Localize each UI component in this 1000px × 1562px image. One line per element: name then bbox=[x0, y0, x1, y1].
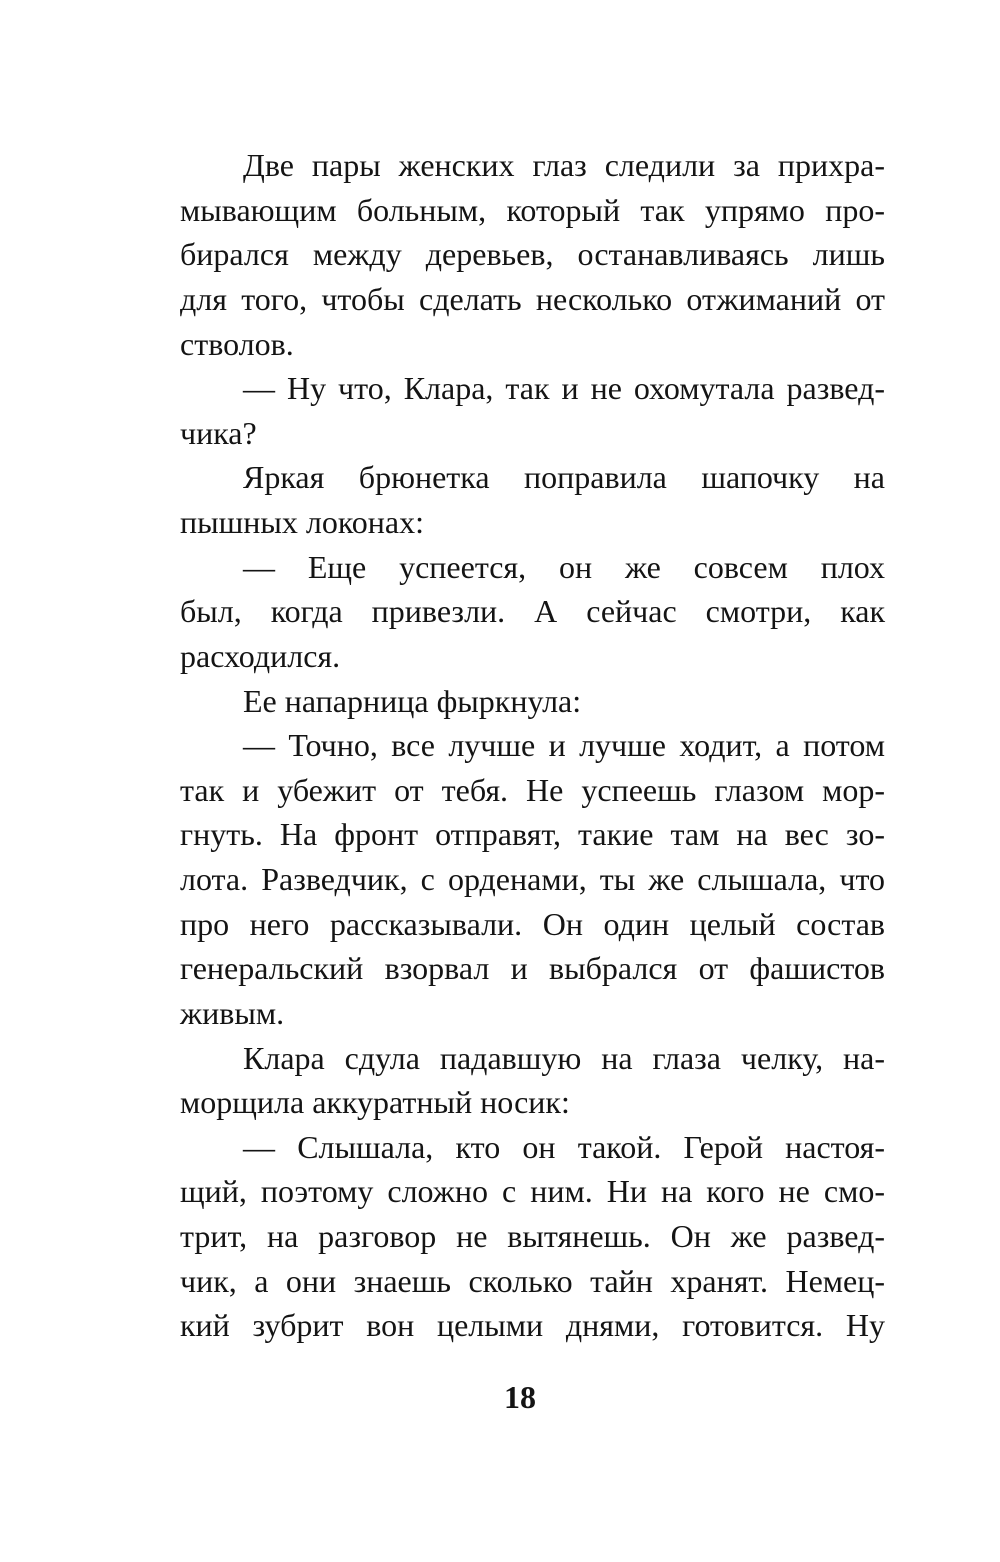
text-line: Яркая брюнетка поправила шапочку на bbox=[243, 459, 885, 495]
text-line: Две пары женских глаз следили за прихра- bbox=[243, 147, 885, 183]
text-line: бирался между деревьев, останавливаясь лишь bbox=[180, 236, 885, 272]
text-line: — Слышала, кто он такой. Герой настоя- bbox=[243, 1129, 885, 1165]
text-line: щий, поэтому сложно с ним. Ни на кого не смо- bbox=[180, 1173, 885, 1209]
text-line: лота. Разведчик, с орденами, ты же слышала, что bbox=[180, 861, 885, 897]
text-line: — Точно, все лучше и лучше ходит, а потом bbox=[243, 727, 885, 763]
text-line: Клара сдула падавшую на глаза челку, на- bbox=[243, 1040, 885, 1076]
text-line: расходился. bbox=[180, 638, 341, 674]
text-line: был, когда привезли. А сейчас смотри, как bbox=[180, 593, 885, 629]
text-line: для того, чтобы сделать несколько отжиманий от bbox=[180, 281, 885, 317]
text-line: — Еще успеется, он же совсем плох bbox=[243, 549, 885, 585]
text-line: Ее напарница фыркнула: bbox=[243, 683, 582, 719]
text-line: кий зубрит вон целыми днями, готовится. Ну bbox=[180, 1307, 885, 1343]
text-line: генеральский взорвал и выбрался от фашистов bbox=[180, 950, 885, 986]
text-line: пышных локонах: bbox=[180, 504, 424, 540]
text-line: живым. bbox=[180, 995, 285, 1031]
text-line: — Ну что, Клара, так и не охомутала развед- bbox=[243, 370, 885, 406]
text-line: про него рассказывали. Он один целый состав bbox=[180, 906, 885, 942]
text-line: стволов. bbox=[180, 326, 294, 362]
text-line: так и убежит от тебя. Не успеешь глазом мор- bbox=[180, 772, 885, 808]
text-line: морщила аккуратный носик: bbox=[180, 1084, 570, 1120]
text-line: чик, а они знаешь сколько тайн хранят. Немец- bbox=[180, 1263, 885, 1299]
page-number: 18 bbox=[504, 1379, 536, 1415]
text-line: трит, на разговор не вытянешь. Он же развед- bbox=[180, 1218, 885, 1254]
text-line: чика? bbox=[180, 415, 257, 451]
text-line: мывающим больным, который так упрямо про- bbox=[180, 192, 885, 228]
text-line: гнуть. На фронт отправят, такие там на вес зо- bbox=[180, 816, 885, 852]
